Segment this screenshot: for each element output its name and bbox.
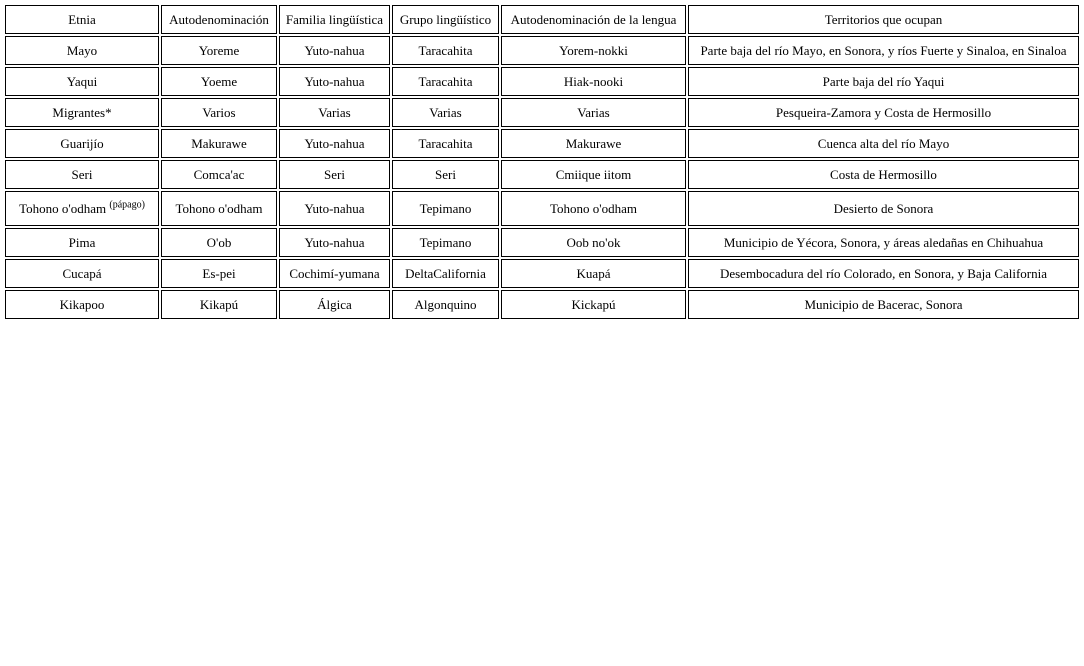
table-row bbox=[5, 259, 1079, 288]
cell-territorio: Cuenca alta del río Mayo bbox=[688, 129, 1079, 158]
cell-familia: Seri bbox=[279, 160, 390, 189]
cell-etnia: Mayo bbox=[5, 36, 159, 65]
cell-etnia bbox=[5, 191, 159, 226]
cell-autodenominacion: Yoreme bbox=[161, 36, 277, 65]
cell-lengua: Tohono o'odham bbox=[501, 191, 686, 226]
table-row bbox=[5, 191, 1079, 226]
cell-grupo: Algonquino bbox=[392, 290, 499, 319]
cell-etnia: Guarijío bbox=[5, 129, 159, 158]
header-familia-linguistica: Familia lingüística bbox=[279, 5, 390, 34]
cell-autodenominacion: Yoeme bbox=[161, 67, 277, 96]
cell-familia: Varias bbox=[279, 98, 390, 127]
header-grupo-linguistico: Grupo lingüístico bbox=[392, 5, 499, 34]
table-row bbox=[5, 228, 1079, 257]
cell-lengua: Kuapá bbox=[501, 259, 686, 288]
cell-territorio: Desierto de Sonora bbox=[688, 191, 1079, 226]
cell-territorio: Desembocadura del río Colorado, en Sonora, y Baja California bbox=[688, 259, 1079, 288]
cell-territorio: Costa de Hermosillo bbox=[688, 160, 1079, 189]
cell-lengua: Cmiique iitom bbox=[501, 160, 686, 189]
cell-etnia: Seri bbox=[5, 160, 159, 189]
cell-etnia: Cucapá bbox=[5, 259, 159, 288]
cell-autodenominacion: Makurawe bbox=[161, 129, 277, 158]
cell-autodenominacion: O'ob bbox=[161, 228, 277, 257]
cell-territorio: Parte baja del río Mayo, en Sonora, y ríos Fuerte y Sinaloa, en Sinaloa bbox=[688, 36, 1079, 65]
cell-lengua: Makurawe bbox=[501, 129, 686, 158]
cell-etnia: Migrantes* bbox=[5, 98, 159, 127]
table-row bbox=[5, 98, 1079, 127]
header-autodenominacion: Autodenominación bbox=[161, 5, 277, 34]
cell-territorio: Pesqueira-Zamora y Costa de Hermosillo bbox=[688, 98, 1079, 127]
cell-familia: Cochimí-yumana bbox=[279, 259, 390, 288]
cell-familia: Yuto-nahua bbox=[279, 228, 390, 257]
cell-grupo: Seri bbox=[392, 160, 499, 189]
cell-autodenominacion: Varios bbox=[161, 98, 277, 127]
cell-etnia: Kikapoo bbox=[5, 290, 159, 319]
cell-familia: Yuto-nahua bbox=[279, 67, 390, 96]
cell-lengua: Oob no'ok bbox=[501, 228, 686, 257]
cell-grupo: Taracahita bbox=[392, 67, 499, 96]
cell-grupo: Tepimano bbox=[392, 228, 499, 257]
cell-territorio: Municipio de Bacerac, Sonora bbox=[688, 290, 1079, 319]
cell-territorio: Municipio de Yécora, Sonora, y áreas aledañas en Chihuahua bbox=[688, 228, 1079, 257]
table-header-row bbox=[5, 5, 1079, 34]
cell-etnia: Yaqui bbox=[5, 67, 159, 96]
cell-etnia: Pima bbox=[5, 228, 159, 257]
cell-familia: Yuto-nahua bbox=[279, 191, 390, 226]
table-row bbox=[5, 67, 1079, 96]
table-row bbox=[5, 160, 1079, 189]
cell-familia: Yuto-nahua bbox=[279, 129, 390, 158]
cell-lengua: Yorem-nokki bbox=[501, 36, 686, 65]
table-row bbox=[5, 129, 1079, 158]
table-row bbox=[5, 290, 1079, 319]
cell-lengua: Varias bbox=[501, 98, 686, 127]
cell-autodenominacion: Es-pei bbox=[161, 259, 277, 288]
cell-autodenominacion: Comca'ac bbox=[161, 160, 277, 189]
cell-autodenominacion: Tohono o'odham bbox=[161, 191, 277, 226]
cell-grupo: DeltaCalifornia bbox=[392, 259, 499, 288]
cell-autodenominacion: Kikapú bbox=[161, 290, 277, 319]
cell-territorio: Parte baja del río Yaqui bbox=[688, 67, 1079, 96]
etnia-name: Tohono o'odham bbox=[19, 200, 107, 216]
header-autodenominacion-lengua: Autodenominación de la lengua bbox=[501, 5, 686, 34]
header-territorios: Territorios que ocupan bbox=[688, 5, 1079, 34]
table-row bbox=[5, 36, 1079, 65]
cell-familia: Yuto-nahua bbox=[279, 36, 390, 65]
cell-grupo: Taracahita bbox=[392, 36, 499, 65]
cell-grupo: Tepimano bbox=[392, 191, 499, 226]
cell-grupo: Taracahita bbox=[392, 129, 499, 158]
etnia-note: (pápago) bbox=[109, 199, 145, 211]
cell-lengua: Kickapú bbox=[501, 290, 686, 319]
header-etnia: Etnia bbox=[5, 5, 159, 34]
cell-lengua: Hiak-nooki bbox=[501, 67, 686, 96]
cell-grupo: Varias bbox=[392, 98, 499, 127]
ethnic-groups-table bbox=[3, 3, 1081, 321]
cell-familia: Álgica bbox=[279, 290, 390, 319]
